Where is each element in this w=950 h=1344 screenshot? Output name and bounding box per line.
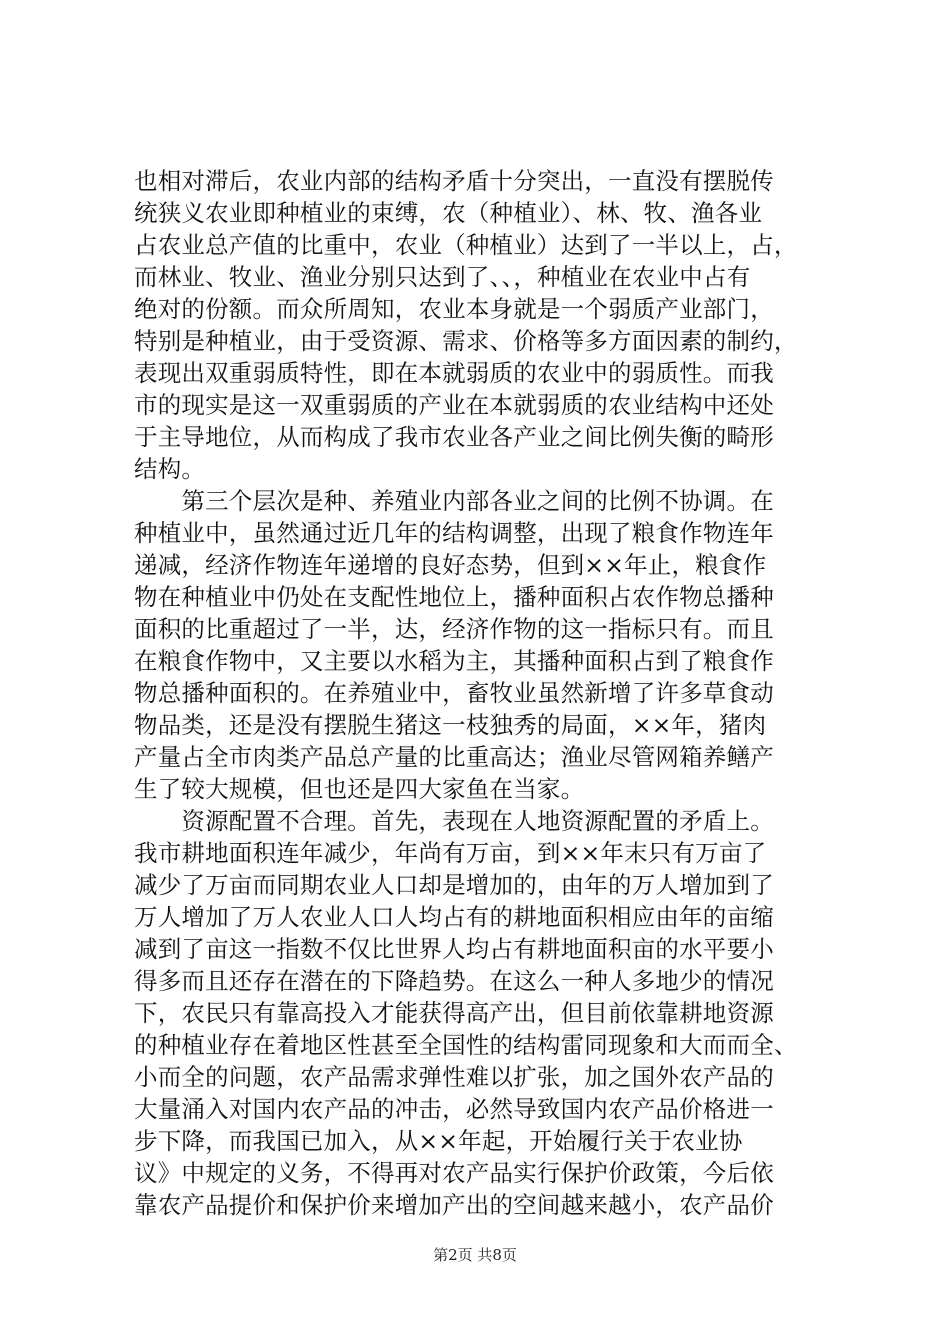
text-line: 下，农民只有靠高投入才能获得高产出，但目前依靠耕地资源 — [134, 999, 774, 1027]
text-line: 结构。 — [134, 455, 206, 483]
text-line: 减到了亩这一指数不仅比世界人均占有耕地面积亩的水平要小 — [134, 935, 774, 963]
text-line: 也相对滞后，农业内部的结构矛盾十分突出，一直没有摆脱传 — [134, 167, 774, 195]
text-line: 议》中规定的义务，不得再对农产品实行保护价政策，今后依 — [134, 1159, 774, 1187]
text-line: 递减，经济作物连年递增的良好态势，但到××年止，粮食作 — [134, 551, 767, 579]
text-line: 万人增加了万人农业人口人均占有的耕地面积相应由年的亩缩 — [134, 903, 774, 931]
paragraph-start-line: 资源配置不合理。首先，表现在人地资源配置的矛盾上。 — [134, 807, 774, 835]
text-line: 占农业总产值的比重中，农业（种植业）达到了一半以上，占， — [134, 231, 798, 259]
text-line: 靠农产品提价和保护价来增加产出的空间越来越小，农产品价 — [134, 1191, 774, 1219]
body-text — [134, 165, 824, 1221]
text-line: 表现出双重弱质特性，即在本就弱质的农业中的弱质性。而我 — [134, 359, 774, 387]
text-line: 于主导地位，从而构成了我市农业各产业之间比例失衡的畸形 — [134, 423, 774, 451]
text-line: 统狭义农业即种植业的束缚，农（种植业）、林、牧、渔各业 — [134, 199, 763, 227]
text-line: 的种植业存在着地区性甚至全国性的结构雷同现象和大而而全、 — [134, 1031, 798, 1059]
text-line: 在粮食作物中，又主要以水稻为主，其播种面积占到了粮食作 — [134, 647, 774, 675]
text-line: 减少了万亩而同期农业人口却是增加的，由年的万人增加到了 — [134, 871, 774, 899]
text-line: 大量涌入对国内农产品的冲击，必然导致国内农产品价格进一 — [134, 1095, 774, 1123]
text-line: 绝对的份额。而众所周知，农业本身就是一个弱质产业部门， — [134, 295, 774, 323]
page-number-footer: 第2页 共8页 — [433, 1246, 517, 1264]
text-line: 面积的比重超过了一半，达，经济作物的这一指标只有。而且 — [134, 615, 774, 643]
text-line: 我市耕地面积连年减少，年尚有万亩，到××年末只有万亩了 — [134, 839, 767, 867]
text-line: 物品类，还是没有摆脱生猪这一枝独秀的局面，××年，猪肉 — [134, 711, 767, 739]
text-line: 产量占全市肉类产品总产量的比重高达；渔业尽管网箱养鳝产 — [134, 743, 774, 771]
text-line: 物在种植业中仍处在支配性地位上，播种面积占农作物总播种 — [134, 583, 774, 611]
text-line: 步下降，而我国已加入，从××年起，开始履行关于农业协 — [134, 1127, 743, 1155]
paragraph-start-line: 第三个层次是种、养殖业内部各业之间的比例不协调。在 — [134, 487, 774, 515]
text-line: 市的现实是这一双重弱质的产业在本就弱质的农业结构中还处 — [134, 391, 774, 419]
text-line: 小而全的问题，农产品需求弹性难以扩张，加之国外农产品的 — [134, 1063, 774, 1091]
text-line: 种植业中，虽然通过近几年的结构调整，出现了粮食作物连年 — [134, 519, 774, 547]
text-line: 特别是种植业，由于受资源、需求、价格等多方面因素的制约， — [134, 327, 798, 355]
text-line: 得多而且还存在潜在的下降趋势。在这么一种人多地少的情况 — [134, 967, 774, 995]
text-line: 物总播种面积的。在养殖业中，畜牧业虽然新增了许多草食动 — [134, 679, 774, 707]
text-line: 生了较大规模，但也还是四大家鱼在当家。 — [134, 775, 585, 803]
text-line: 而林业、牧业、渔业分别只达到了、、，种植业在农业中占有 — [134, 263, 751, 291]
